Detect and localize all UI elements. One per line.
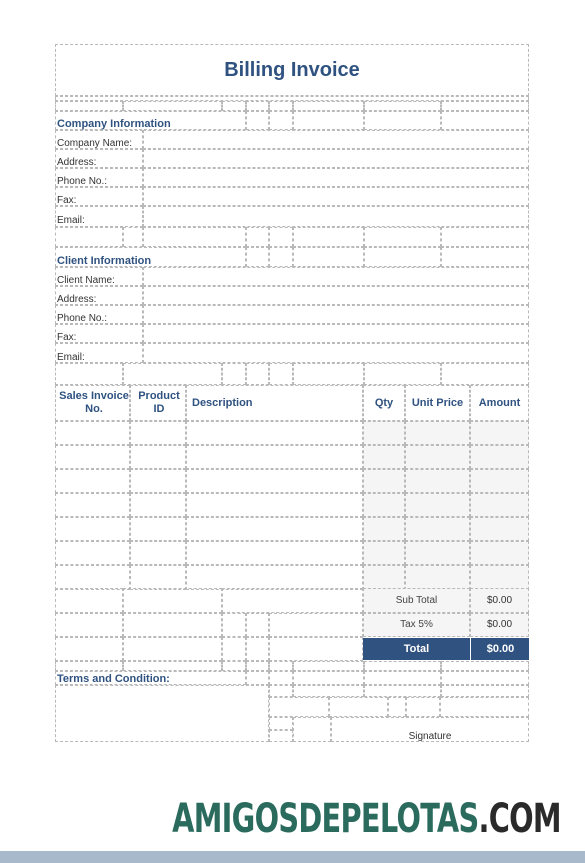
- grid-cell: [269, 247, 293, 267]
- company-name-label: Company Name:: [57, 138, 133, 149]
- grid-cell: [293, 717, 331, 742]
- grid-cell: [364, 227, 441, 247]
- grid-cell: [246, 101, 269, 111]
- product-id-cell[interactable]: [130, 541, 186, 565]
- qty-cell[interactable]: [363, 445, 405, 469]
- grid-cell: [123, 101, 222, 111]
- total-bar: [363, 638, 529, 660]
- grid-cell: [123, 363, 222, 385]
- company-fax-label: Fax:: [57, 195, 77, 206]
- sales-invoice-cell[interactable]: [55, 469, 130, 493]
- grid-cell: [441, 363, 529, 385]
- grid-cell: [293, 227, 364, 247]
- client-email-field[interactable]: [143, 343, 529, 363]
- grid-cell: [269, 227, 293, 247]
- amount-cell[interactable]: [470, 445, 529, 469]
- grid-cell: [440, 697, 529, 717]
- client-fax-field[interactable]: [143, 324, 529, 343]
- sales-invoice-cell[interactable]: [55, 517, 130, 541]
- client-fax-label: Fax:: [57, 332, 77, 343]
- grid-cell: [222, 613, 246, 637]
- terms-title: Terms and Condition:: [57, 673, 170, 685]
- product-id-cell[interactable]: [130, 445, 186, 469]
- qty-cell[interactable]: [363, 421, 405, 445]
- product-id-cell[interactable]: [130, 469, 186, 493]
- grid-cell: [329, 697, 388, 717]
- qty-cell[interactable]: [363, 469, 405, 493]
- client-address-label: Address:: [57, 294, 97, 305]
- unit-price-cell[interactable]: [405, 421, 470, 445]
- grid-cell: [293, 363, 364, 385]
- grid-cell: [123, 613, 222, 637]
- grid-cell: [55, 227, 123, 247]
- grid-cell: [269, 363, 293, 385]
- grid-cell: [441, 247, 529, 267]
- unit-price-cell[interactable]: [405, 469, 470, 493]
- grid-cell: [364, 661, 441, 671]
- grid-cell: [293, 671, 364, 685]
- description-cell[interactable]: [186, 421, 363, 445]
- total-label: Total: [403, 643, 430, 655]
- grid-cell: [55, 661, 123, 671]
- grid-cell: [293, 101, 364, 111]
- company-address-label: Address:: [57, 157, 97, 168]
- grid-cell: [123, 661, 222, 671]
- brand-name: AMIGOSDEPELOTAS: [172, 796, 479, 842]
- signature-label: Signature: [408, 731, 452, 742]
- brand-domain: .COM: [478, 796, 561, 842]
- description-cell[interactable]: [186, 517, 363, 541]
- grid-cell: [269, 101, 293, 111]
- description-cell[interactable]: [186, 541, 363, 565]
- company-fax-field[interactable]: [143, 187, 529, 206]
- invoice-title: Billing Invoice: [224, 58, 360, 81]
- amount-cell[interactable]: [470, 421, 529, 445]
- company-address-field[interactable]: [143, 149, 529, 168]
- grid-cell: [269, 637, 363, 661]
- grid-cell: [55, 363, 123, 385]
- grid-cell: [406, 697, 440, 717]
- grid-cell: [269, 730, 293, 742]
- grid-cell: [55, 613, 123, 637]
- grid-cell: [441, 685, 529, 697]
- grid-cell: [246, 671, 269, 685]
- total-divider: [470, 638, 471, 660]
- description-header: Description: [192, 396, 253, 409]
- qty-cell[interactable]: [363, 541, 405, 565]
- product-id-cell[interactable]: [130, 421, 186, 445]
- unit-price-cell[interactable]: [405, 565, 470, 590]
- grid-cell: [269, 111, 293, 130]
- sales-invoice-cell[interactable]: [55, 421, 130, 445]
- subtotal-label: Sub Total: [395, 595, 438, 606]
- grid-cell: [55, 637, 123, 661]
- product-id-cell[interactable]: [130, 517, 186, 541]
- client-section-title: Client Information: [57, 255, 152, 267]
- company-name-field[interactable]: [143, 130, 529, 149]
- grid-cell: [55, 101, 123, 111]
- grid-cell: [123, 637, 222, 661]
- company-section-title: Company Information: [57, 118, 171, 130]
- grid-cell: [246, 227, 269, 247]
- brand-logo: [172, 796, 561, 842]
- grid-cell: [222, 101, 246, 111]
- footer-bar: [0, 851, 585, 863]
- grid-cell: [269, 671, 293, 685]
- grid-cell: [222, 637, 246, 661]
- grid-cell: [246, 111, 269, 130]
- amount-header: Amount: [478, 396, 521, 409]
- client-name-field[interactable]: [143, 267, 529, 286]
- grid-cell: [364, 671, 441, 685]
- company-phone-field[interactable]: [143, 168, 529, 187]
- product-id-cell[interactable]: [130, 565, 186, 590]
- qty-cell[interactable]: [363, 565, 405, 590]
- unit-price-header: Unit Price: [411, 396, 464, 409]
- grid-cell: [441, 101, 529, 111]
- amount-cell[interactable]: [470, 493, 529, 517]
- amount-cell[interactable]: [470, 565, 529, 590]
- subtotal-value: $0.00: [486, 595, 513, 606]
- grid-cell: [293, 111, 364, 130]
- grid-cell: [293, 661, 364, 671]
- tax-label: Tax 5%: [400, 619, 433, 630]
- grid-cell: [123, 588, 222, 613]
- grid-cell: [441, 111, 529, 130]
- client-phone-label: Phone No.:: [57, 313, 108, 324]
- client-name-label: Client Name:: [57, 275, 115, 286]
- grid-cell: [269, 697, 329, 717]
- grid-cell: [441, 671, 529, 685]
- product-id-cell[interactable]: [130, 493, 186, 517]
- grid-cell: [143, 227, 246, 247]
- grid-cell: [269, 685, 293, 697]
- grid-cell: [55, 588, 123, 613]
- total-value: $0.00: [486, 643, 515, 655]
- grid-cell: [123, 227, 143, 247]
- grid-cell: [364, 111, 441, 130]
- company-email-label: Email:: [57, 215, 85, 226]
- sales-invoice-cell[interactable]: [55, 541, 130, 565]
- unit-price-cell[interactable]: [405, 541, 470, 565]
- qty-header: Qty: [374, 396, 394, 409]
- description-cell[interactable]: [186, 493, 363, 517]
- grid-cell: [246, 247, 269, 267]
- client-phone-field[interactable]: [143, 305, 529, 324]
- terms-text-area[interactable]: [55, 685, 269, 742]
- grid-cell: [246, 613, 269, 637]
- description-cell[interactable]: [186, 445, 363, 469]
- grid-cell: [269, 613, 363, 637]
- product-id-header: Product ID: [138, 390, 180, 415]
- amount-cell[interactable]: [470, 469, 529, 493]
- unit-price-cell[interactable]: [405, 445, 470, 469]
- grid-cell: [246, 363, 269, 385]
- grid-cell: [293, 685, 364, 697]
- amount-cell[interactable]: [470, 541, 529, 565]
- sales-invoice-cell[interactable]: [55, 493, 130, 517]
- description-cell[interactable]: [186, 565, 363, 590]
- qty-cell[interactable]: [363, 517, 405, 541]
- qty-cell[interactable]: [363, 493, 405, 517]
- grid-cell: [388, 697, 406, 717]
- grid-cell: [364, 685, 441, 697]
- unit-price-cell[interactable]: [405, 493, 470, 517]
- sales-invoice-header: Sales Invoice No.: [59, 390, 129, 415]
- grid-cell: [246, 637, 269, 661]
- client-address-field[interactable]: [143, 286, 529, 305]
- client-email-label: Email:: [57, 352, 85, 363]
- sales-invoice-cell[interactable]: [55, 565, 130, 590]
- grid-cell: [246, 661, 269, 671]
- company-email-field[interactable]: [143, 206, 529, 227]
- grid-cell: [222, 661, 246, 671]
- grid-cell: [441, 227, 529, 247]
- grid-cell: [293, 247, 364, 267]
- invoice-sheet: [55, 44, 529, 742]
- description-cell[interactable]: [186, 469, 363, 493]
- amount-cell[interactable]: [470, 517, 529, 541]
- grid-cell: [269, 717, 293, 730]
- sales-invoice-cell[interactable]: [55, 445, 130, 469]
- grid-cell: [364, 101, 441, 111]
- grid-cell: [269, 661, 293, 671]
- grid-cell: [222, 588, 363, 613]
- grid-cell: [222, 363, 246, 385]
- grid-cell: [364, 247, 441, 267]
- tax-value: $0.00: [486, 619, 513, 630]
- grid-cell: [441, 661, 529, 671]
- unit-price-cell[interactable]: [405, 517, 470, 541]
- company-phone-label: Phone No.:: [57, 176, 108, 187]
- grid-cell: [364, 363, 441, 385]
